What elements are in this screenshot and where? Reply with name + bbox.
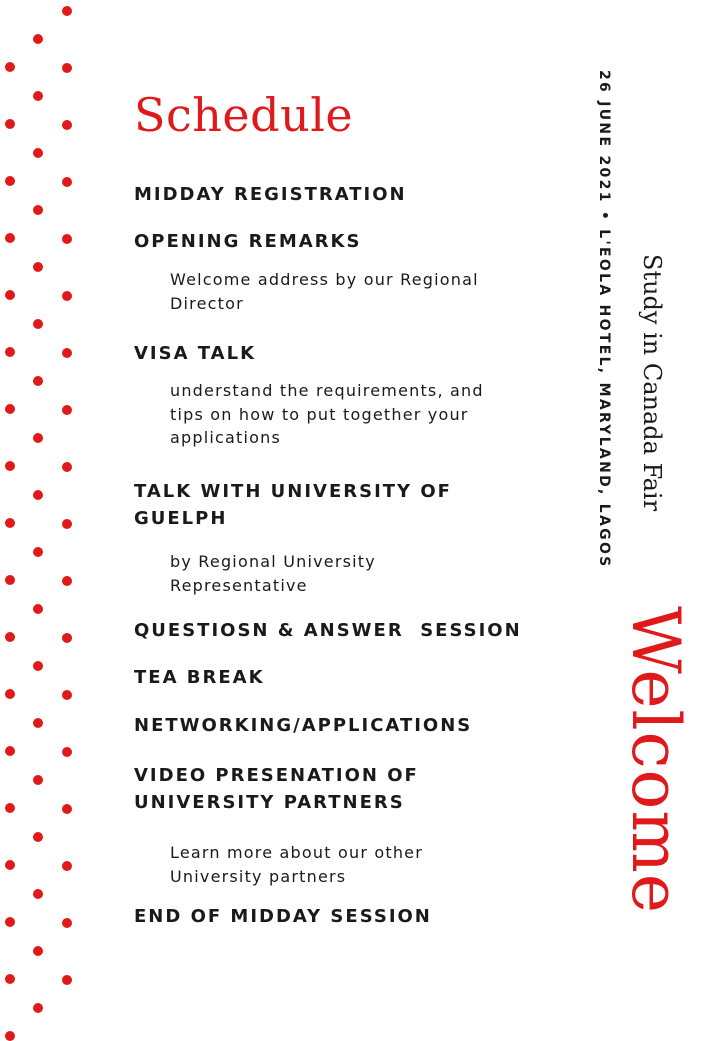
decorative-dot xyxy=(62,405,72,415)
decorative-dot xyxy=(5,62,15,72)
decorative-dot xyxy=(5,404,15,414)
page-title: Schedule xyxy=(134,88,354,142)
schedule-item-title: OPENING REMARKS xyxy=(134,231,362,252)
decorative-dot xyxy=(33,433,43,443)
schedule-item-title: TALK WITH UNIVERSITY OF GUELPH xyxy=(134,481,452,529)
decorative-dot xyxy=(62,234,72,244)
decorative-dot xyxy=(5,290,15,300)
decorative-dot xyxy=(62,804,72,814)
decorative-dot xyxy=(62,291,72,301)
decorative-dot xyxy=(5,461,15,471)
decorative-dot xyxy=(33,148,43,158)
decorative-dot xyxy=(33,34,43,44)
decorative-dot xyxy=(5,917,15,927)
decorative-dot xyxy=(62,975,72,985)
decorative-dot xyxy=(5,632,15,642)
decorative-dot xyxy=(33,832,43,842)
decorative-dot xyxy=(62,633,72,643)
decorative-dot xyxy=(62,861,72,871)
schedule-item-title: VISA TALK xyxy=(134,343,257,364)
decorative-dot xyxy=(62,6,72,16)
decorative-dot xyxy=(33,718,43,728)
decorative-dot xyxy=(5,575,15,585)
decorative-dot xyxy=(62,348,72,358)
decorative-dot xyxy=(5,233,15,243)
decorative-dot xyxy=(33,376,43,386)
decorative-dot xyxy=(33,319,43,329)
decorative-dot xyxy=(5,803,15,813)
schedule-item-title: QUESTIOSN & ANSWER SESSION xyxy=(134,620,522,641)
welcome-heading: Welcome xyxy=(617,606,694,914)
decorative-dot xyxy=(33,91,43,101)
decorative-dot xyxy=(33,775,43,785)
decorative-dot xyxy=(5,974,15,984)
decorative-dot xyxy=(33,490,43,500)
schedule-item-description: understand the requirements, and tips on how to put together your applications xyxy=(170,381,484,447)
schedule-item-description: by Regional University Representative xyxy=(170,552,376,595)
schedule-item-title: VIDEO PRESENATION OF UNIVERSITY PARTNERS xyxy=(134,765,419,813)
schedule-item-description: Welcome address by our Regional Director xyxy=(170,270,479,313)
decorative-dot xyxy=(5,347,15,357)
decorative-dot xyxy=(5,176,15,186)
decorative-dot xyxy=(62,576,72,586)
schedule-item-title: TEA BREAK xyxy=(134,667,265,688)
decorative-dot xyxy=(5,860,15,870)
schedule-item-description: Learn more about our other University partners xyxy=(170,843,424,886)
decorative-dot xyxy=(5,1031,15,1041)
decorative-dot xyxy=(62,519,72,529)
decorative-dot xyxy=(62,462,72,472)
decorative-dot xyxy=(62,177,72,187)
decorative-dot xyxy=(62,690,72,700)
decorative-dot xyxy=(5,746,15,756)
decorative-dot xyxy=(5,518,15,528)
decorative-dot xyxy=(62,120,72,130)
polka-dot-border xyxy=(0,0,90,1018)
decorative-dot xyxy=(33,604,43,614)
decorative-dot xyxy=(33,661,43,671)
decorative-dot xyxy=(5,119,15,129)
event-name: Study in Canada Fair xyxy=(638,254,666,512)
decorative-dot xyxy=(33,547,43,557)
decorative-dot xyxy=(62,63,72,73)
decorative-dot xyxy=(33,889,43,899)
decorative-dot xyxy=(62,918,72,928)
decorative-dot xyxy=(33,205,43,215)
decorative-dot xyxy=(5,689,15,699)
schedule-item-title: NETWORKING/APPLICATIONS xyxy=(134,715,473,736)
schedule-item-title: MIDDAY REGISTRATION xyxy=(134,184,407,205)
decorative-dot xyxy=(62,747,72,757)
decorative-dot xyxy=(33,262,43,272)
decorative-dot xyxy=(33,946,43,956)
decorative-dot xyxy=(33,1003,43,1013)
event-date-location: 26 JUNE 2021 • L'EOLA HOTEL, MARYLAND, LAGOS xyxy=(596,70,612,569)
schedule-item-title: END OF MIDDAY SESSION xyxy=(134,906,432,927)
